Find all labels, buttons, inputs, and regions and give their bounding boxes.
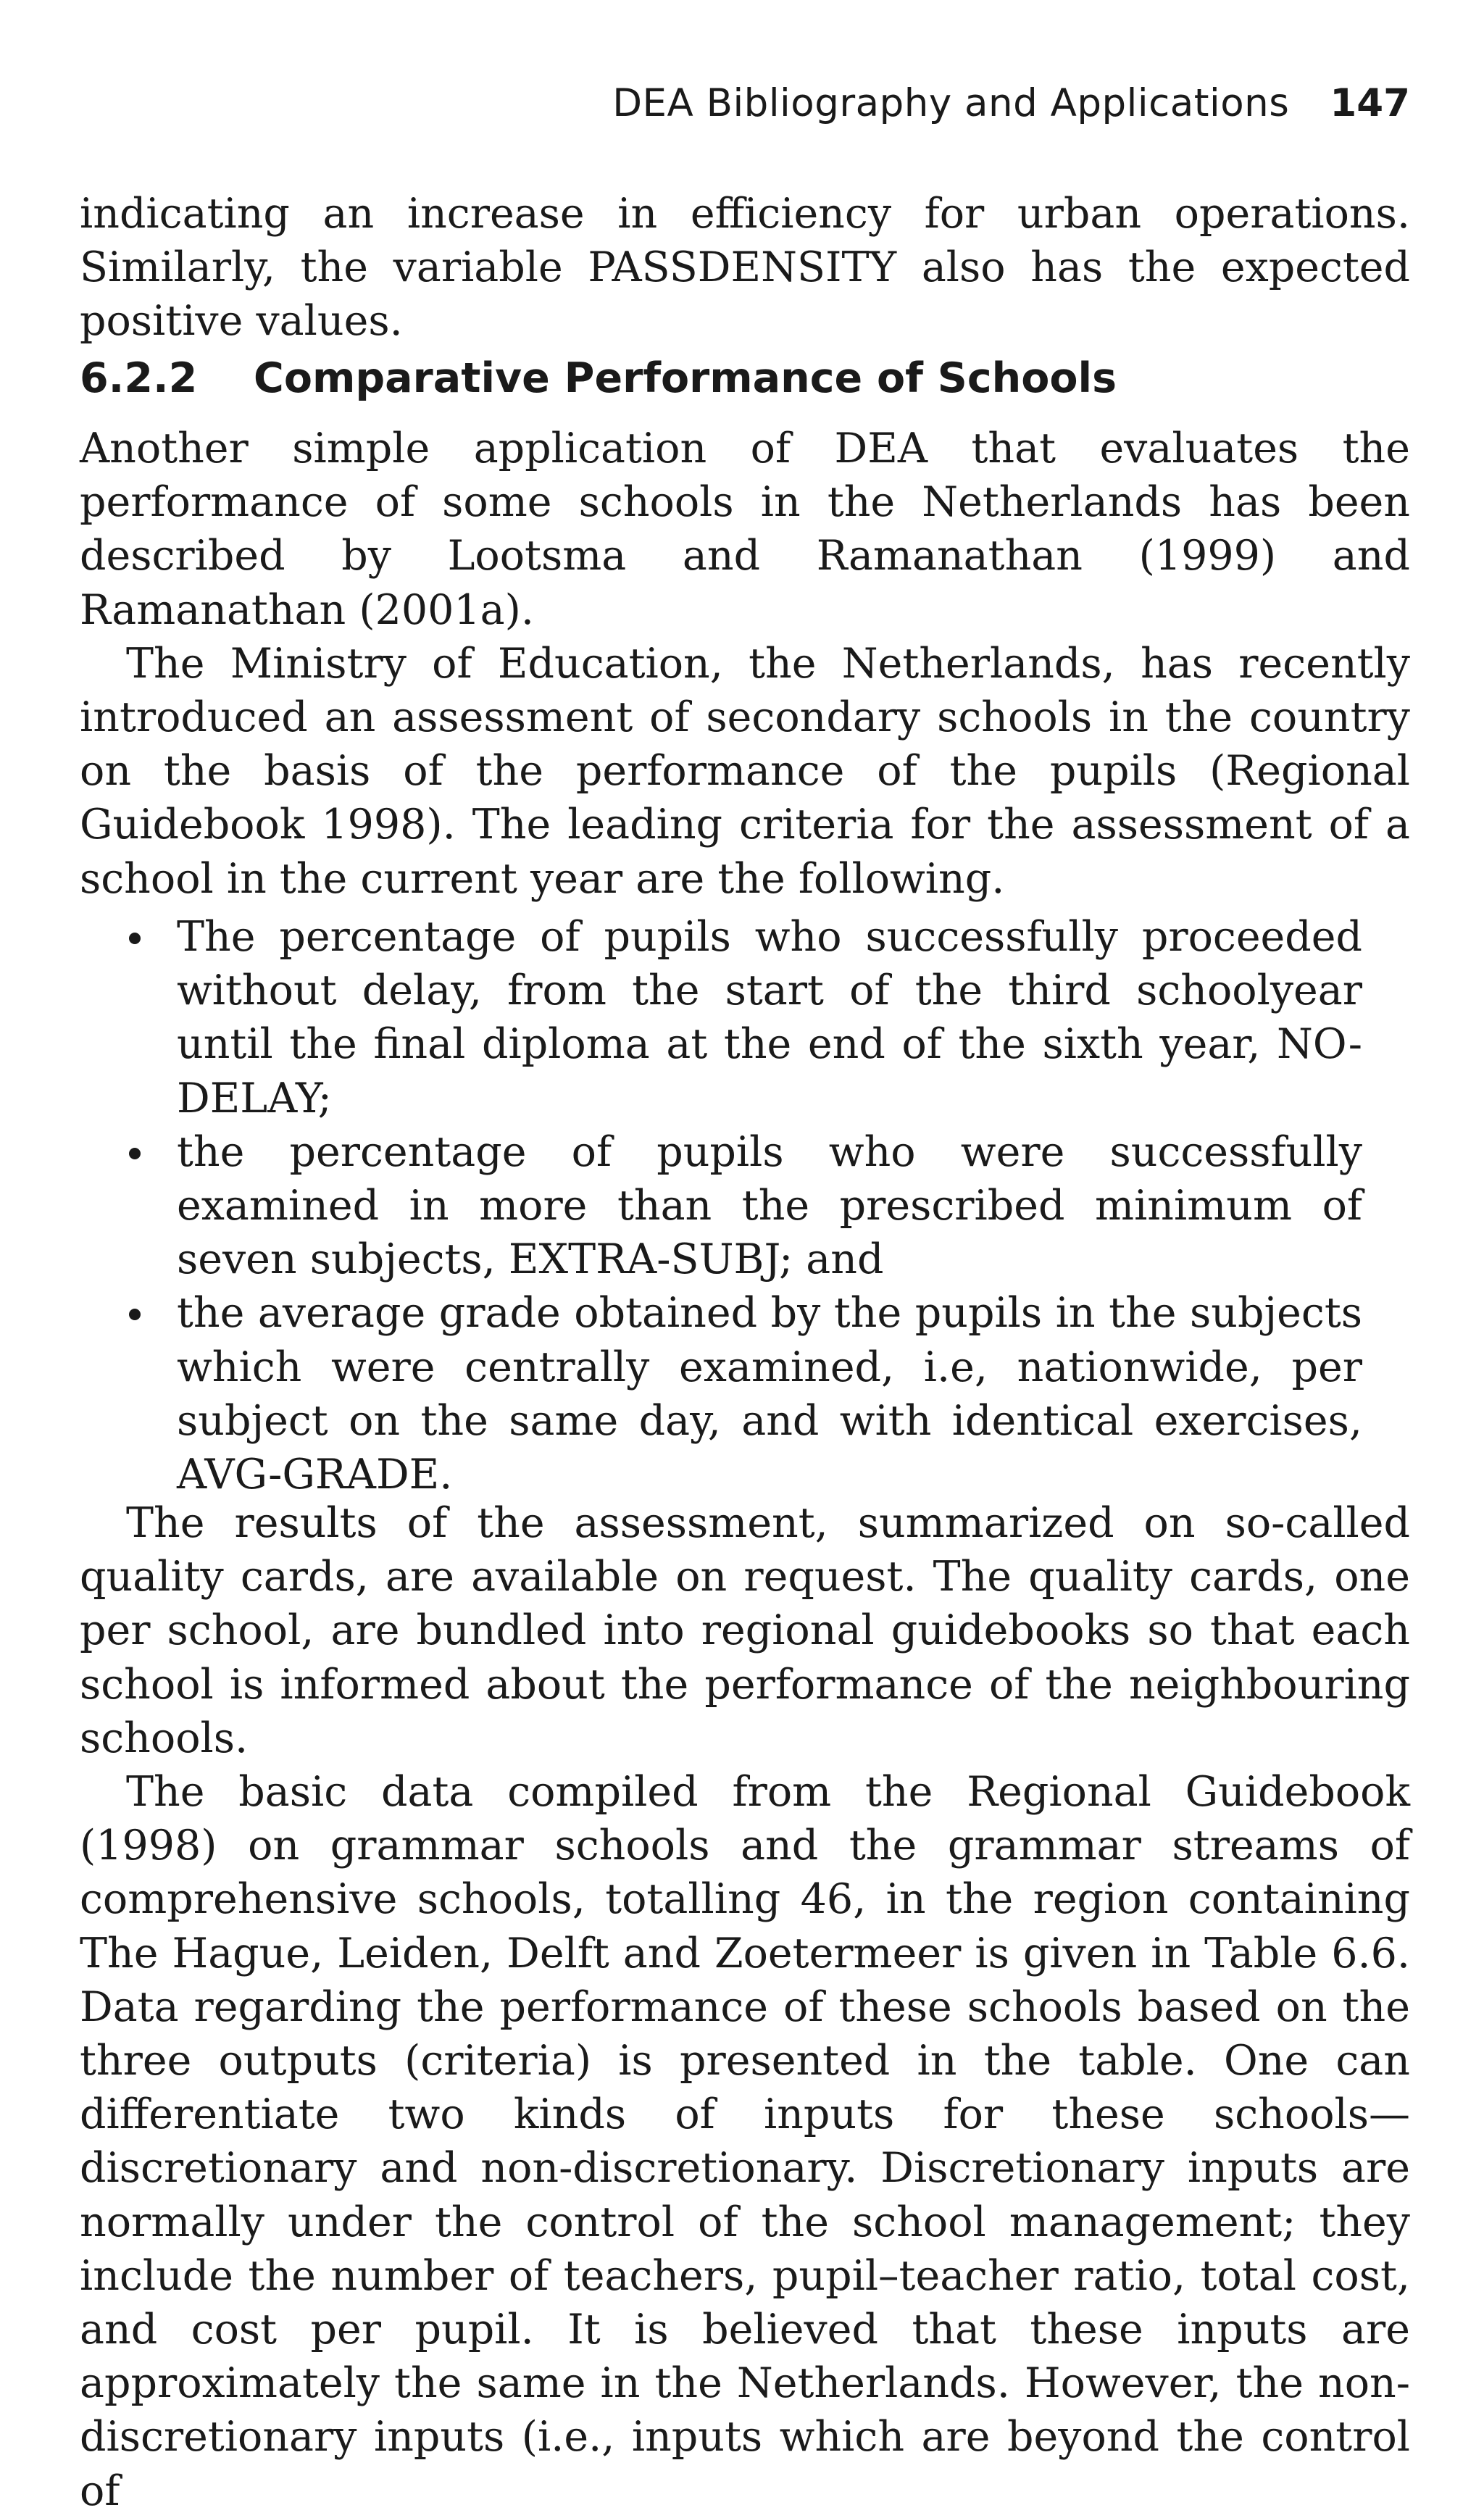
section-heading (80, 349, 1410, 407)
section-title: Comparative Performance of Schools (254, 354, 1117, 402)
intro-paragraph: indicating an increase in efficiency for urban operations. Similarly, the variable PASSDENSITY also has the expected positive values. (80, 190, 1410, 346)
paragraphs-after-list (80, 1496, 1410, 2518)
bullet-icon (129, 1148, 141, 1159)
list-item-text: the average grade obtained by the pupils in the subjects which were centrally examined, i.e, nationwide, per subject on the same day, and with identical exercises, AVG-GRADE. (177, 1289, 1362, 1499)
list-item (80, 910, 1362, 1125)
bullet-icon (129, 933, 141, 944)
list-item-text: the percentage of pupils who were successfully examined in more than the prescribed minimum of seven subjects, EXTRA-SUBJ; and (177, 1127, 1362, 1284)
list-item (80, 1125, 1362, 1287)
criteria-list (80, 910, 1362, 1501)
page-number: 147 (1330, 81, 1410, 125)
section-number: 6.2.2 (80, 354, 198, 402)
running-head (80, 78, 1410, 129)
paragraphs-before-list (80, 422, 1410, 906)
list-item-text: The percentage of pupils who successfully proceeded without delay, from the start of the third schoolyear until the final diploma at the end of the sixth year, NO-DELAY; (177, 913, 1362, 1122)
body-paragraph: Another simple application of DEA that evaluates the performance of some schools in the Netherlands has been described by Lootsma and Ramanathan (1999) and Ramanathan (2001a). (80, 425, 1410, 634)
list-item (80, 1286, 1362, 1501)
running-head-title: DEA Bibliography and Applications (612, 81, 1290, 125)
intro-block (80, 187, 1410, 349)
body-paragraph: The Ministry of Education, the Netherlands, has recently introduced an assessment of secondary schools in the country on the basis of the performance of the pupils (Regional Guidebook 1998). The leading criteria for the assessment of a school in the current year are the following. (80, 639, 1410, 903)
body-paragraph: The results of the assessment, summarized on so-called quality cards, are available on request. The quality cards, one per school, are bundled into regional guidebooks so that each school is informed about the performance of the neighbouring schools. (80, 1499, 1410, 1762)
bullet-icon (129, 1309, 141, 1320)
body-paragraph: The basic data compiled from the Regional Guidebook (1998) on grammar schools and the grammar streams of comprehensive schools, totalling 46, in the region containing The Hague, Leiden, Delft and Zoetermeer is given in Table 6.6. Data regarding the performance of these schools based on the three outputs (criteria) is presented in the table. One can differentiate two kinds of inputs for these schools—discretionary and non-discretionary. Discretionary inputs are normally under the control of the school management; they include the number of teachers, pupil–teacher ratio, total cost, and cost per pupil. It is believed that these inputs are approximately the same in the Netherlands. However, the non-discretionary inputs (i.e., inputs which are beyond the control of (80, 1768, 1410, 2515)
